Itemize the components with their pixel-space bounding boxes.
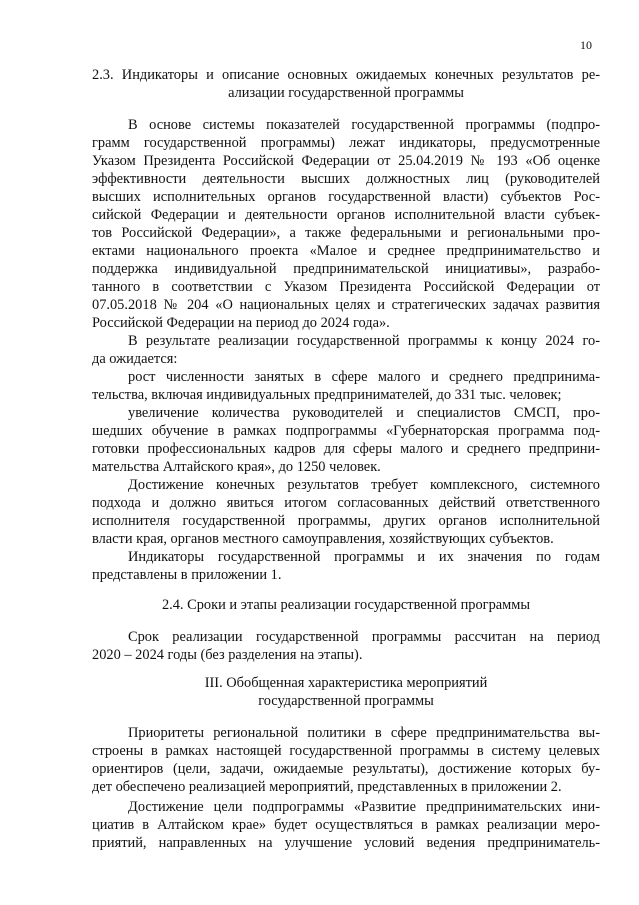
paragraph-line: Достижение конечных результатов требует комплексного, системного bbox=[128, 477, 600, 493]
list-item-line: мательства Алтайского края», до 1250 человек. bbox=[92, 459, 381, 475]
paragraph-line: дет обеспечено реализацией мероприятий, представленных в приложении 2. bbox=[92, 779, 562, 795]
paragraph-line: 2020 – 2024 годы (без разделения на этапы). bbox=[92, 647, 363, 663]
paragraph-line: танного в соответствии с Указом Президента Российской Федерации от bbox=[92, 279, 600, 295]
paragraph-line: сийской Федерации и деятельности органов исполнительной власти субъек- bbox=[92, 207, 600, 223]
paragraph-line: циатив в Алтайском крае» будет осуществляться в рамках реализации меро- bbox=[92, 817, 600, 833]
paragraph-line: поддержка индивидуальной предпринимательской инициативы», разрабо- bbox=[92, 261, 600, 277]
paragraph-line: исполнителя государственной программы, других органов исполнительной bbox=[92, 513, 600, 529]
section-2-3-heading-line-1: 2.3. Индикаторы и описание основных ожидаемых конечных результатов ре- bbox=[92, 67, 600, 83]
paragraph-line: подхода и должно явиться итогом согласованных действий ответственного bbox=[92, 495, 600, 511]
section-2-3-heading-line-2: ализации государственной программы bbox=[228, 85, 464, 101]
paragraph-line: Приоритеты региональной политики в сфере предпринимательства вы- bbox=[128, 725, 600, 741]
list-item-line: шедших обучение в рамках подпрограммы «Губернаторская программа под- bbox=[92, 423, 600, 439]
paragraph-line: Срок реализации государственной программы рассчитан на период bbox=[128, 629, 600, 645]
section-2-4-heading: 2.4. Сроки и этапы реализации государственной программы bbox=[161, 597, 531, 613]
section-3-heading-line-2: государственной программы bbox=[258, 693, 434, 709]
paragraph-line: грамм государственной программы) лежат индикаторы, предусмотренные bbox=[92, 135, 600, 151]
paragraph-line: ориентиров (цели, задачи, ожидаемые результаты), достижение которых бу- bbox=[92, 761, 600, 777]
paragraph-line: да ожидается: bbox=[92, 351, 178, 367]
list-item-line: готовки профессиональных кадров для сферы малого и среднего предприни- bbox=[92, 441, 600, 457]
paragraph-line: ектами национального проекта «Малое и среднее предпринимательство и bbox=[92, 243, 600, 259]
list-item-line: рост численности занятых в сфере малого и среднего предпринима- bbox=[128, 369, 600, 385]
paragraph-line: приятий, направленных на улучшение условий ведения предприниматель- bbox=[92, 835, 600, 851]
paragraph-line: представлены в приложении 1. bbox=[92, 567, 282, 583]
paragraph-line: высших исполнительных органов государственной власти) субъектов Рос- bbox=[92, 189, 600, 205]
paragraph-line: В основе системы показателей государственной программы (подпро- bbox=[128, 117, 600, 133]
list-item-line: увеличение количества руководителей и специалистов СМСП, про- bbox=[128, 405, 600, 421]
paragraph-line: строены в рамках настоящей государственной программы в систему целевых bbox=[92, 743, 600, 759]
paragraph-line: Достижение цели подпрограммы «Развитие предпринимательских ини- bbox=[128, 799, 600, 815]
paragraph-line: 07.05.2018 № 204 «О национальных целях и стратегических задачах развития bbox=[92, 297, 600, 313]
paragraph-line: Российской Федерации на период до 2024 года». bbox=[92, 315, 390, 331]
paragraph-line: власти края, органов местного самоуправления, хозяйствующих субъектов. bbox=[92, 531, 554, 547]
section-3-heading-line-1: III. Обобщенная характеристика мероприятий bbox=[204, 675, 488, 691]
paragraph-line: Индикаторы государственной программы и их значения по годам bbox=[128, 549, 600, 565]
page-number: 10 bbox=[580, 38, 592, 52]
list-item-line: тельства, включая индивидуальных предпринимателей, до 331 тыс. человек; bbox=[92, 387, 562, 403]
paragraph-line: Указом Президента Российской Федерации от 25.04.2019 № 193 «Об оценке bbox=[92, 153, 600, 169]
paragraph-line: В результате реализации государственной программы к концу 2024 го- bbox=[128, 333, 600, 349]
paragraph-line: эффективности деятельности высших должностных лиц (руководителей bbox=[92, 171, 600, 187]
paragraph-line: тов Российской Федерации», а также федеральными и региональными про- bbox=[92, 225, 600, 241]
